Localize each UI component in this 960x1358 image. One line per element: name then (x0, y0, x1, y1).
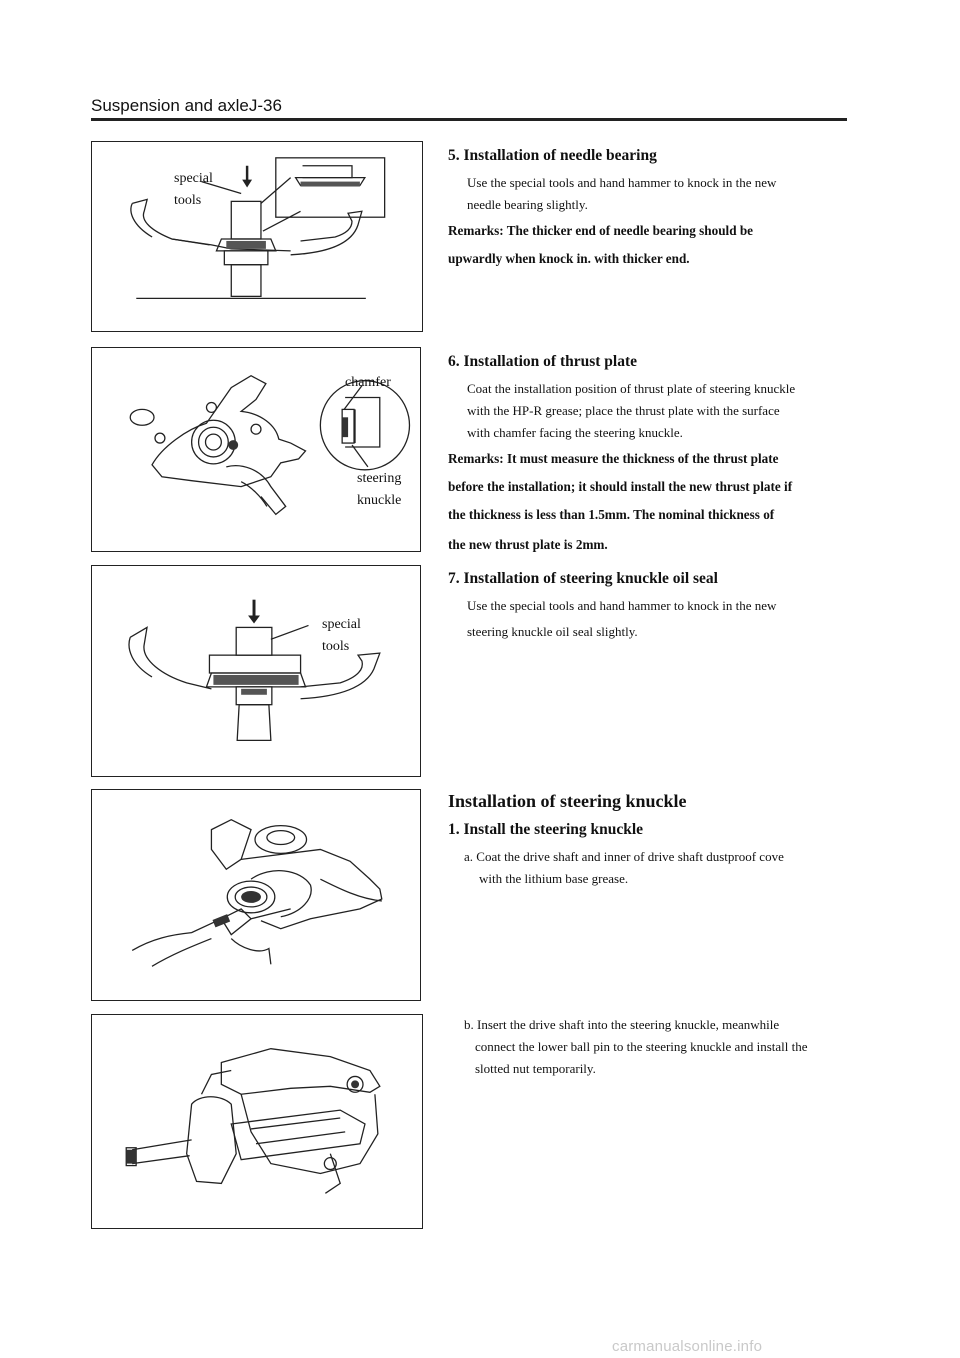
callout-steering-knuckle (357, 468, 401, 512)
callout-chamfer: chamfer (345, 375, 391, 390)
remark-line: Remarks: It must measure the thickness of the thrust plate (448, 451, 779, 466)
oil-seal-drawing (92, 566, 420, 776)
callout-line: special (174, 171, 213, 186)
section-oil-seal (448, 569, 848, 643)
section-steering-knuckle (448, 790, 848, 890)
section-needle-bearing (448, 146, 848, 272)
remark-line: Remarks: The thicker end of needle bearing should be (448, 223, 754, 238)
body-line: with the HP-R grease; place the thrust plate with the surface (467, 403, 780, 418)
callout-line: steering (357, 471, 402, 486)
figure-drive-shaft-grease (91, 789, 421, 1001)
remark-line: the new thrust plate is 2mm. (448, 537, 608, 552)
section-ball-pin-step (448, 1014, 848, 1080)
step-a-line: with the lithium base grease. (479, 871, 629, 886)
body-line: with chamfer facing the steering knuckle. (467, 425, 683, 440)
header-rule (91, 118, 847, 121)
body-line: steering knuckle oil seal slightly. (467, 624, 638, 639)
callout-line: tools (174, 193, 202, 208)
chapter-title: Installation of steering knuckle (448, 791, 687, 811)
figure-ball-pin (91, 1014, 423, 1229)
figure-needle-bearing (91, 141, 423, 332)
body-line: needle bearing slightly. (467, 197, 588, 212)
watermark: carmanualsonline.info (612, 1338, 763, 1355)
section-heading: 5. Installation of needle bearing (448, 147, 657, 164)
page-header: Suspension and axleJ-36 (91, 96, 282, 115)
remark-line: the thickness is less than 1.5mm. The nominal thickness of (448, 507, 775, 522)
callout-line: special (322, 617, 361, 632)
remark-line: before the installation; it should install the new thrust plate if (448, 479, 793, 494)
step-b-line: b. Insert the drive shaft into the steering knuckle, meanwhile (464, 1017, 780, 1032)
remark-line: upwardly when knock in. with thicker end. (448, 251, 690, 266)
step-b-line: slotted nut temporarily. (475, 1061, 596, 1076)
callout-special-tools (174, 168, 213, 212)
body-line: Coat the installation position of thrust plate of steering knuckle (467, 381, 796, 396)
callout-line: tools (322, 639, 350, 654)
ball-pin-drawing (92, 1015, 422, 1228)
callout-special-tools (322, 614, 361, 658)
section-thrust-plate (448, 352, 848, 558)
section-heading: 7. Installation of steering knuckle oil seal (448, 570, 718, 587)
drive-shaft-drawing (92, 790, 420, 1000)
section-heading: 1. Install the steering knuckle (448, 821, 644, 838)
figure-oil-seal (91, 565, 421, 777)
callout-line: knuckle (357, 493, 402, 508)
step-b-line: connect the lower ball pin to the steering knuckle and install the (475, 1039, 808, 1054)
step-a-line: a. Coat the drive shaft and inner of drive shaft dustproof cove (464, 849, 784, 864)
figure-thrust-plate (91, 347, 421, 552)
body-line: Use the special tools and hand hammer to knock in the new (467, 175, 777, 190)
body-line: Use the special tools and hand hammer to knock in the new (467, 598, 777, 613)
section-heading: 6. Installation of thrust plate (448, 353, 638, 370)
needle-bearing-drawing (92, 142, 422, 331)
